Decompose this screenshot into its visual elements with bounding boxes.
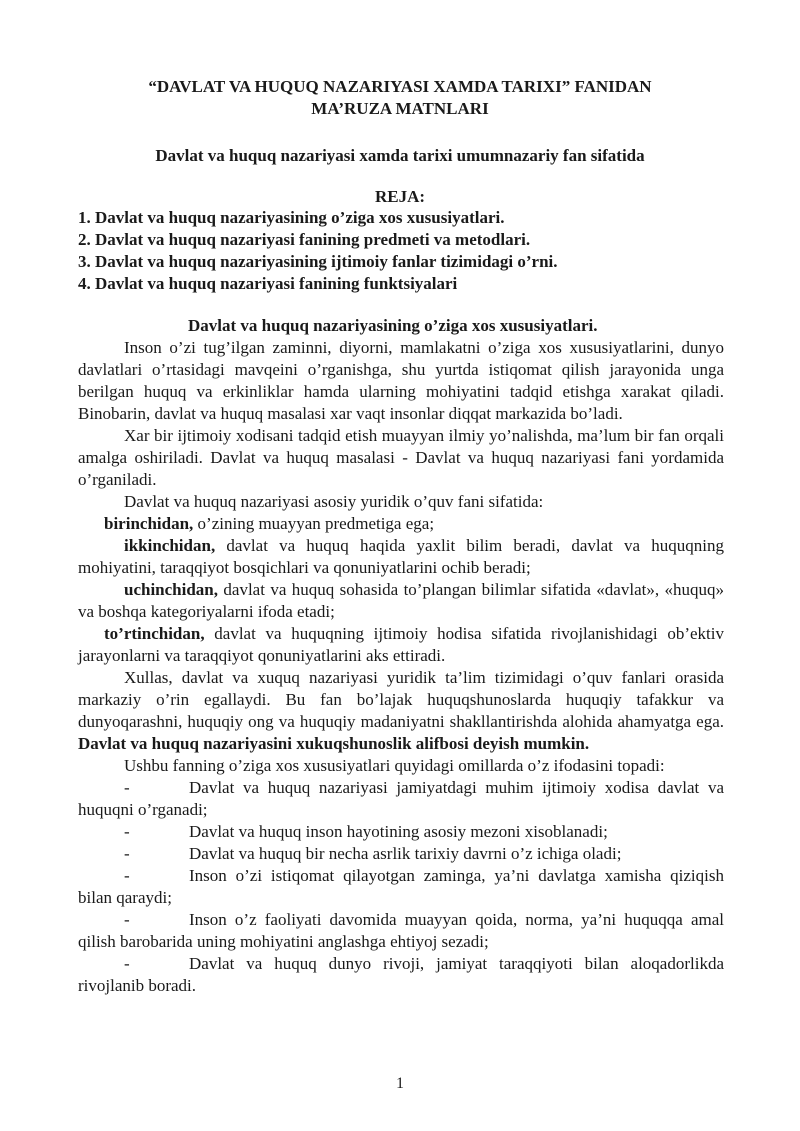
dash-bullet: - — [124, 954, 130, 973]
enum-text: o’zining muayyan predmetiga ega; — [193, 514, 435, 533]
enum-text: davlat va huquq sohasida to’plangan bilimlar sifatida «davlat», «huquq» va boshqa kategoriyalarni ifoda etadi; — [78, 580, 724, 621]
title-line-2: MA’RUZA MATNLARI — [311, 99, 489, 118]
dash-bullet: - — [124, 844, 130, 863]
dash-item-text: Davlat va huquq bir necha asrlik tarixiy davrni o’z ichiga oladi; — [189, 844, 622, 863]
paragraph: Xar bir ijtimoiy xodisani tadqid etish muayyan ilmiy yo’nalishda, ma’lum bir fan orqali amalga oshiriladi. Davlat va huquq masalasi - Davlat va huquq nazariyasi fani yordamida o’rganiladi. — [78, 426, 724, 489]
enumerated-paragraph — [78, 535, 724, 579]
dash-item-text: Davlat va huquq nazariyasi jamiyatdagi muhim ijtimoiy xodisa davlat va huquqni o’rganadi; — [78, 778, 724, 819]
page-number: 1 — [396, 1075, 404, 1092]
plan-list — [78, 207, 728, 295]
paragraph-emphasis: Davlat va huquq nazariyasini xukuqshunoslik alifbosi deyish mumkin. — [78, 734, 590, 753]
dash-bullet: - — [124, 822, 130, 841]
enum-text: davlat va huquq haqida yaxlit bilim beradi, davlat va huquqning mohiyatini, taraqqiyot bosqichlari va qonuniyatlarini ochib beradi; — [78, 536, 724, 577]
enum-text: davlat va huquqning ijtimoiy hodisa sifatida rivojlanishidagi ob’ektiv jarayonlarni va taraqqiyot qonuniyatlarini aks ettiradi. — [78, 624, 724, 665]
dash-bullet: - — [124, 778, 130, 797]
dash-list-item — [78, 865, 724, 909]
enumerated-paragraph — [78, 513, 724, 535]
paragraph: Ushbu fanning o’ziga xos xususiyatlari quyidagi omillarda o’z ifodasini topadi: — [124, 756, 665, 775]
plan-item: 2. Davlat va huquq nazariyasi fanining predmeti va metodlari. — [78, 230, 531, 249]
dash-bullet: - — [124, 866, 130, 885]
paragraph — [78, 667, 724, 755]
lecture-subtitle: Davlat va huquq nazariyasi xamda tarixi umumnazariy fan sifatida — [155, 146, 645, 165]
section-heading: Davlat va huquq nazariyasining o’ziga xos xususiyatlari. — [188, 316, 598, 335]
dash-list-item — [78, 843, 724, 865]
dash-list-item — [78, 821, 724, 843]
dash-item-text: Davlat va huquq inson hayotining asosiy mezoni xisoblanadi; — [189, 822, 608, 841]
paragraph: Inson o’zi tug’ilgan zaminni, diyorni, mamlakatni o’ziga xos xususiyatlarini, dunyo davlatlari o’rtasidagi mavqeini o’rganishga, shu yurtda istiqomat qilish jarayonida unga berilgan huquq va erkinliklar hamda ularning mohiyatini tadqid etishga xarakat qiladi. Binobarin, davlat va huquq masalasi xar vaqt insonlar diqqat markazida bo’ladi. — [78, 338, 724, 423]
enum-lead: uchinchidan, — [124, 580, 219, 599]
document-title — [80, 76, 720, 120]
enum-lead: ikkinchidan, — [124, 536, 216, 555]
enumerated-paragraph — [78, 579, 724, 623]
plan-item: 4. Davlat va huquq nazariyasi fanining funktsiyalari — [78, 274, 458, 293]
title-line-1: “DAVLAT VA HUQUQ NAZARIYASI XAMDA TARIXI” FANIDAN — [148, 77, 652, 96]
dash-item-text: Inson o’z faoliyati davomida muayyan qoida, norma, ya’ni huquqqa amal qilish barobarida uning mohiyatini anglashga ehtiyoj sezadi; — [78, 910, 724, 951]
enum-lead: to’rtinchidan, — [104, 624, 205, 643]
section-body — [78, 315, 724, 997]
dash-item-text: Davlat va huquq dunyo rivoji, jamiyat taraqqiyoti bilan aloqadorlikda rivojlanib boradi. — [78, 954, 724, 995]
plan-title: REJA: — [374, 187, 426, 206]
dash-list-item — [78, 909, 724, 953]
plan-item: 1. Davlat va huquq nazariyasining o’ziga xos xususiyatlari. — [78, 208, 505, 227]
plan-item: 3. Davlat va huquq nazariyasining ijtimoiy fanlar tizimidagi o’rni. — [78, 252, 558, 271]
paragraph-text: Xullas, davlat va xuquq nazariyasi yuridik ta’lim tizimidagi o’quv fanlari orasida markaziy o’rin egallaydi. Bu fan bo’lajak huquqshunoslarda huquqiy tafakkur va dunyoqarashni, huquqiy ong va huquqiy madaniyatni shakllantirishda alohida ahamyatga ega. — [78, 668, 724, 731]
dash-item-text: Inson o’zi istiqomat qilayotgan zaminga, ya’ni davlatga xamisha qiziqish bilan qaraydi; — [78, 866, 724, 907]
dash-list-item — [78, 777, 724, 821]
paragraph: Davlat va huquq nazariyasi asosiy yuridik o’quv fani sifatida: — [124, 492, 544, 511]
enumerated-paragraph — [78, 623, 724, 667]
dash-bullet: - — [124, 910, 130, 929]
dash-list-item — [78, 953, 724, 997]
enum-lead: birinchidan, — [104, 514, 194, 533]
